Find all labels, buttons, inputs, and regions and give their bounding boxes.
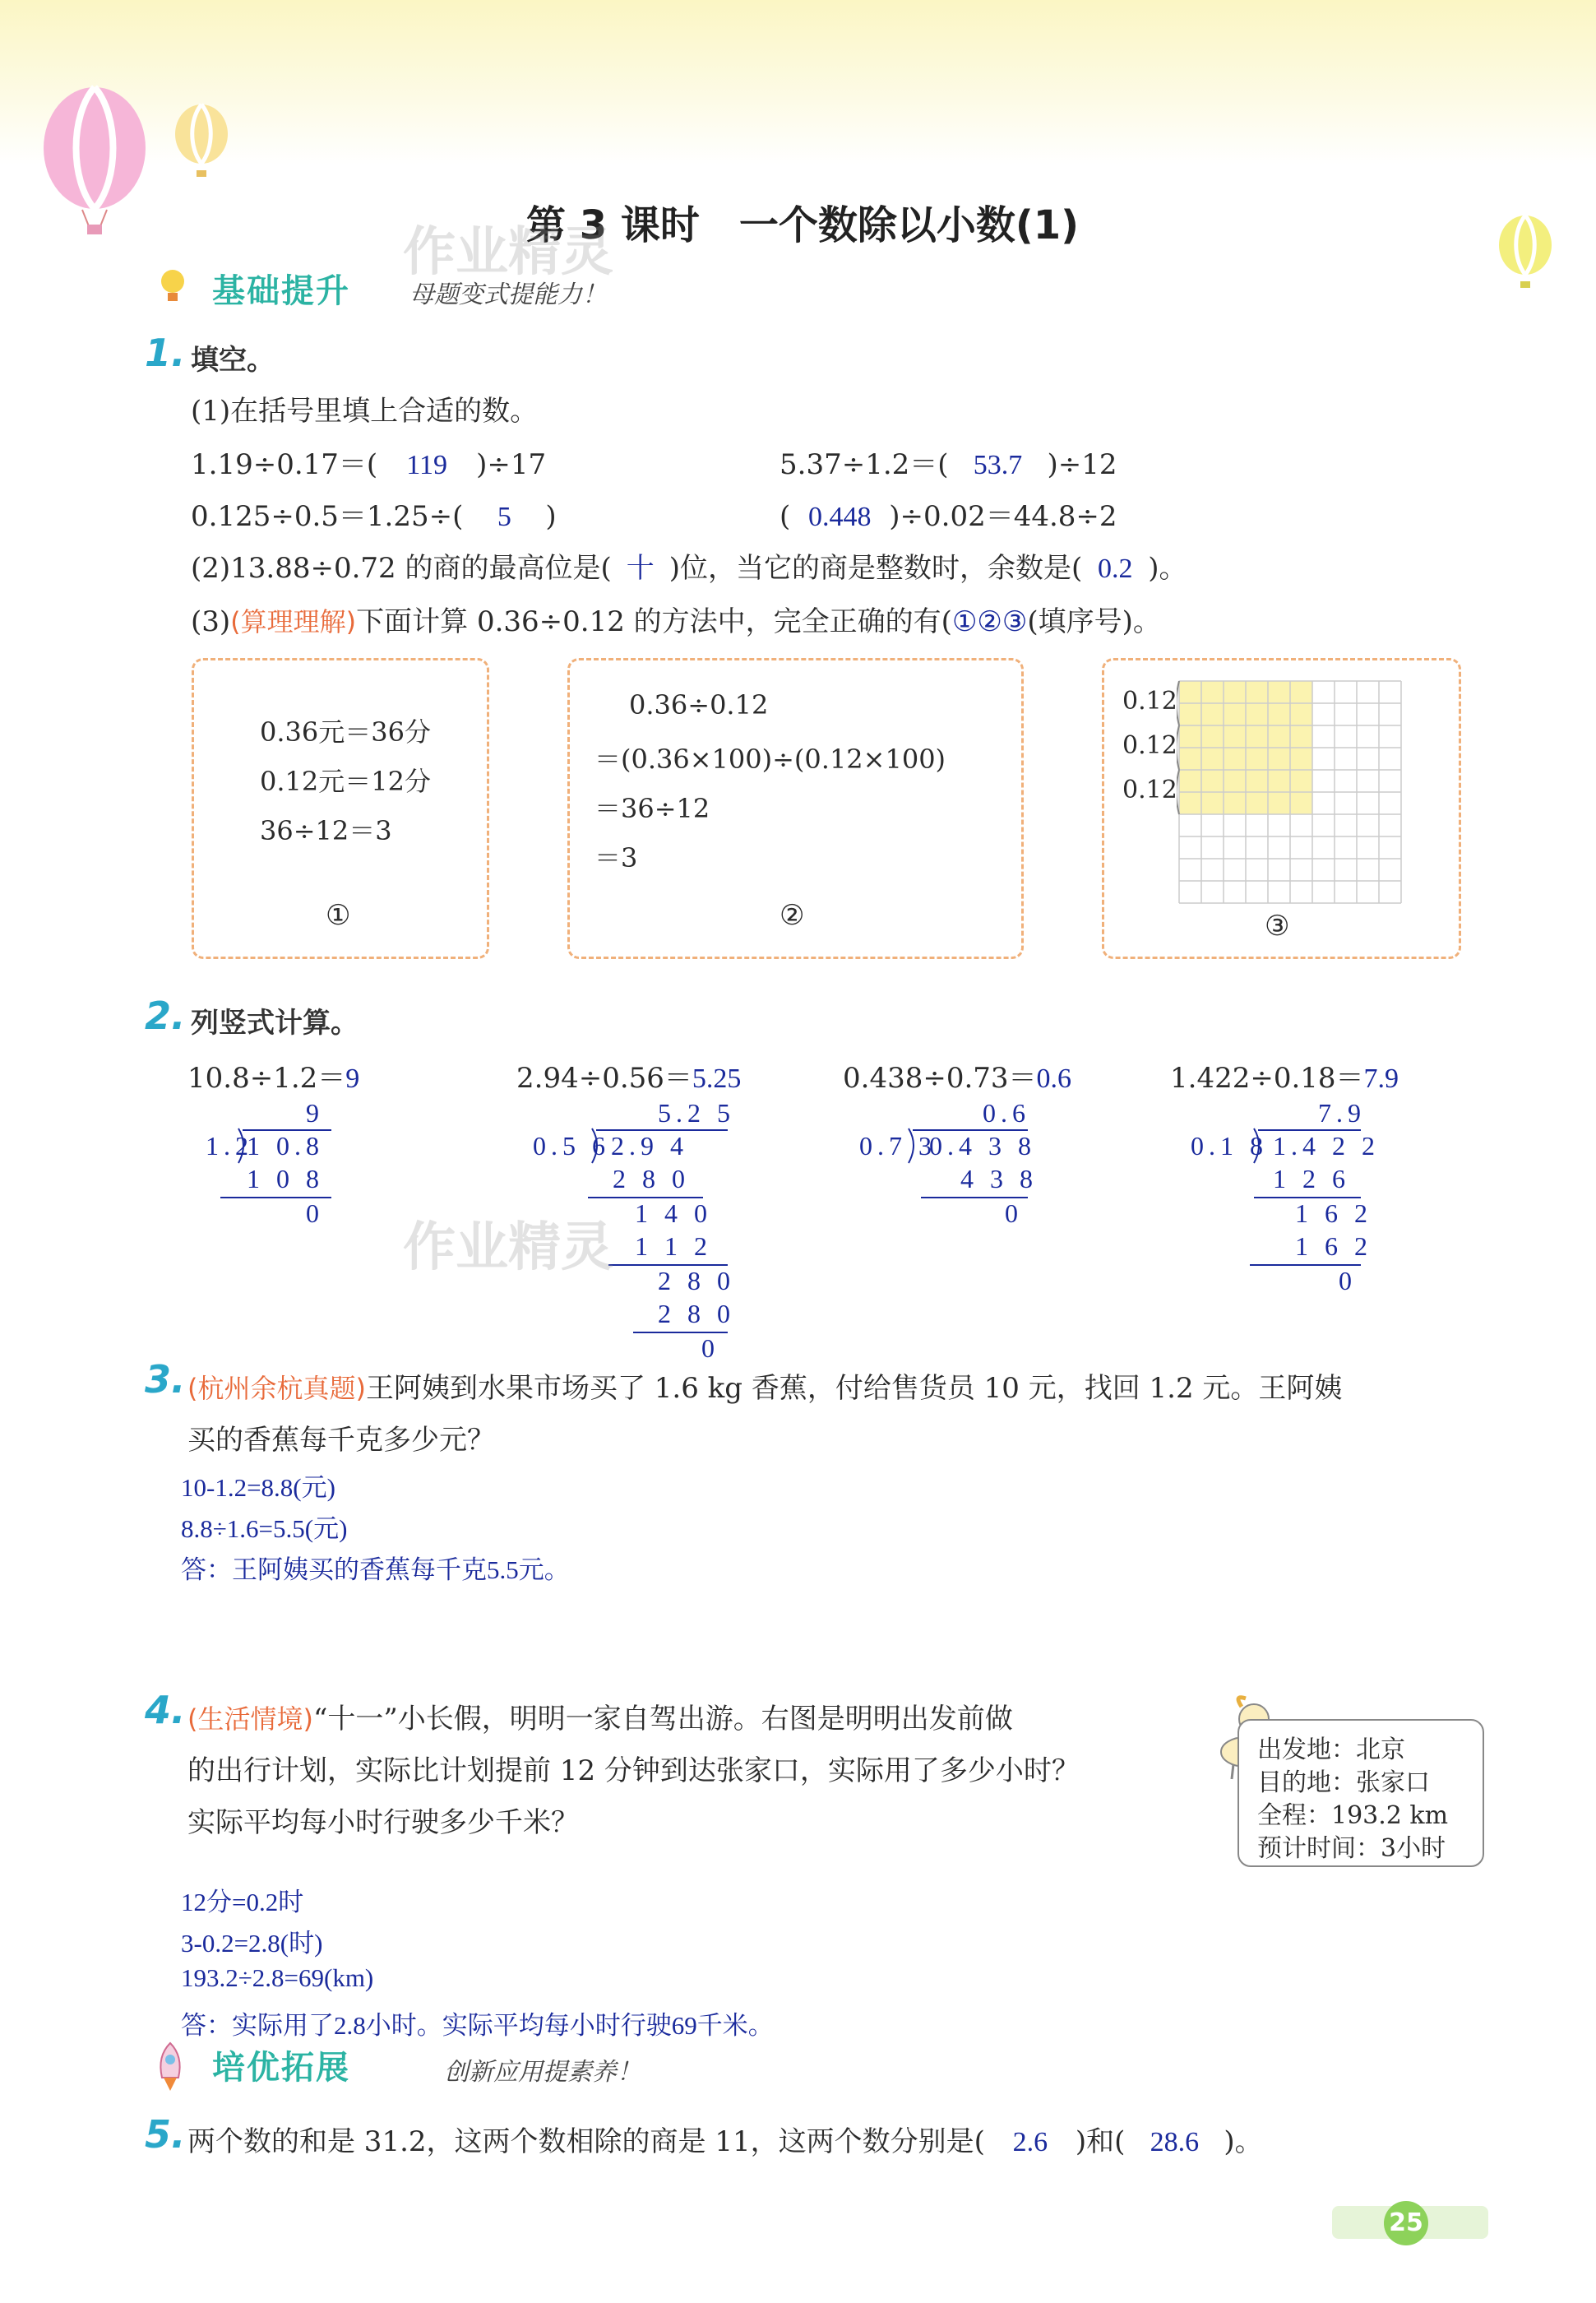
q4-answer-4: 答：实际用了2.8小时。实际平均每小时行驶69千米。 <box>181 2011 774 2040</box>
q4-answer-3: 193.2÷2.8=69(km) <box>181 1963 374 1992</box>
q4-text-line3: 实际平均每小时行驶多少千米？ <box>187 1806 579 1839</box>
q4-number: 4. <box>145 1688 186 1732</box>
q2-number: 2. <box>145 994 186 1038</box>
q2-expr-2: 2.94÷0.56＝5.25 <box>516 1062 742 1095</box>
box1-line: 36÷12＝3 <box>260 815 392 846</box>
box2-line: ＝(0.36×100)÷(0.12×100) <box>594 744 946 775</box>
watermark: 作业精灵 <box>403 1217 613 1278</box>
balloon-icon <box>33 82 156 239</box>
answer: ①②③ <box>951 607 1028 637</box>
page-title: 第 3 课时 一个数除以小数(1) <box>526 202 1080 248</box>
section-badge-advanced: 培优拓展 <box>212 2049 350 2087</box>
answer: 119 <box>406 450 448 480</box>
watermark: 作业精灵 <box>403 222 613 283</box>
q1-part2: (2)13.88÷0.72 的商的最高位是( 十 )位，当它的商是整数时，余数是( 0.2 )。 <box>191 545 1187 586</box>
method-box-2 <box>567 658 1024 959</box>
answer: 十 <box>626 554 655 584</box>
q4-text-line2: 的出行计划，实际比计划提前 12 分钟到达张家口，实际用了多少小时？ <box>187 1754 1080 1787</box>
answer: 28.6 <box>1150 2127 1200 2157</box>
answer: 0.2 <box>1098 554 1133 584</box>
method-box-3 <box>1102 658 1461 959</box>
tag: (杭州余杭真题) <box>187 1373 366 1404</box>
q4-answer-2: 3-0.2=2.8(时) <box>181 1929 323 1958</box>
tag: (算理理解) <box>230 606 357 637</box>
q2-expr-1: 10.8÷1.2＝9 <box>187 1062 360 1095</box>
q1-part3: (3)(算理理解)下面计算 0.36÷0.12 的方法中，完全正确的有(①②③(填序号)。 <box>191 605 1161 638</box>
q2-expr-3: 0.438÷0.73＝0.6 <box>843 1062 1072 1095</box>
q1-row2b: ( 0.448 )÷0.02＝44.8÷2 <box>779 500 1117 533</box>
q3-text-line2: 买的香蕉每千克多少元？ <box>187 1424 495 1457</box>
q2-title: 列竖式计算。 <box>191 1007 359 1040</box>
box3-label: ③ <box>1265 910 1290 943</box>
section-badge-basic: 基础提升 <box>212 272 350 310</box>
q5-number: 5. <box>145 2112 186 2157</box>
q4-text-line1: (生活情境)“十一”小长假，明明一家自驾出游。右图是明明出发前做 <box>187 1703 1013 1735</box>
answer: 5 <box>497 502 511 532</box>
q3-answer-1: 10-1.2=8.8(元) <box>181 1473 335 1502</box>
plan-line: 出发地：北京 <box>1257 1735 1405 1764</box>
grid-label: 0.12 <box>1122 776 1177 804</box>
q3-number: 3. <box>145 1357 186 1402</box>
q1-row1a: 1.19÷0.17＝( 119 )÷17 <box>191 448 547 481</box>
q1-row1b: 5.37÷1.2＝( 53.7 )÷12 <box>779 448 1117 481</box>
section-slogan-advanced: 创新应用提素养！ <box>444 2058 641 2087</box>
q1-title: 填空。 <box>191 344 275 377</box>
grid-label: 0.12 <box>1122 731 1177 760</box>
answer: 2.6 <box>1012 2127 1048 2157</box>
box1-line: 0.12元＝12分 <box>260 766 431 797</box>
q2-expr-4: 1.422÷0.18＝7.9 <box>1170 1062 1399 1095</box>
balloon-right-icon <box>1492 214 1558 296</box>
page-header-bg <box>0 0 1596 164</box>
q1-number: 1. <box>145 331 186 375</box>
page-number: 25 <box>1384 2201 1428 2245</box>
q4-answer-1: 12分=0.2时 <box>181 1888 304 1916</box>
tag: (生活情境) <box>187 1703 313 1735</box>
balloon-small-icon <box>169 103 234 185</box>
box1-line: 0.36元＝36分 <box>260 716 431 748</box>
answer: 53.7 <box>973 450 1023 480</box>
hundred-grid-icon <box>1177 679 1407 909</box>
method-box-1 <box>192 658 489 959</box>
q3-answer-2: 8.8÷1.6=5.5(元) <box>181 1514 348 1543</box>
q1-part1: (1)在括号里填上合适的数。 <box>191 395 539 428</box>
q3-text-line1: (杭州余杭真题)王阿姨到水果市场买了 1.6 kg 香蕉，付给售货员 10 元，找回 1.2 元。王阿姨 <box>187 1372 1343 1405</box>
q3-answer-3: 答：王阿姨买的香蕉每千克5.5元。 <box>181 1555 570 1584</box>
box2-line: ＝3 <box>594 842 638 873</box>
plan-line: 预计时间：3小时 <box>1257 1834 1446 1863</box>
plan-line: 目的地：张家口 <box>1257 1768 1430 1797</box>
q5-text: 两个数的和是 31.2，这两个数相除的商是 11，这两个数分别是( 2.6 )和( 28.6 )。 <box>187 2125 1263 2158</box>
section-slogan-basic: 母题变式提能力！ <box>409 280 607 309</box>
box2-line: ＝36÷12 <box>594 793 710 824</box>
grid-label: 0.12 <box>1122 687 1177 716</box>
lightbulb-icon <box>156 263 189 313</box>
box2-line: 0.36÷0.12 <box>629 689 769 721</box>
box1-label: ① <box>326 899 351 932</box>
rocket-icon <box>152 2040 189 2093</box>
answer: 0.448 <box>808 502 872 532</box>
plan-line: 全程：193.2 km <box>1257 1801 1449 1830</box>
box2-label: ② <box>779 899 805 932</box>
q1-row2a: 0.125÷0.5＝1.25÷( 5 ) <box>191 500 557 533</box>
travel-plan-card <box>1237 1719 1484 1867</box>
